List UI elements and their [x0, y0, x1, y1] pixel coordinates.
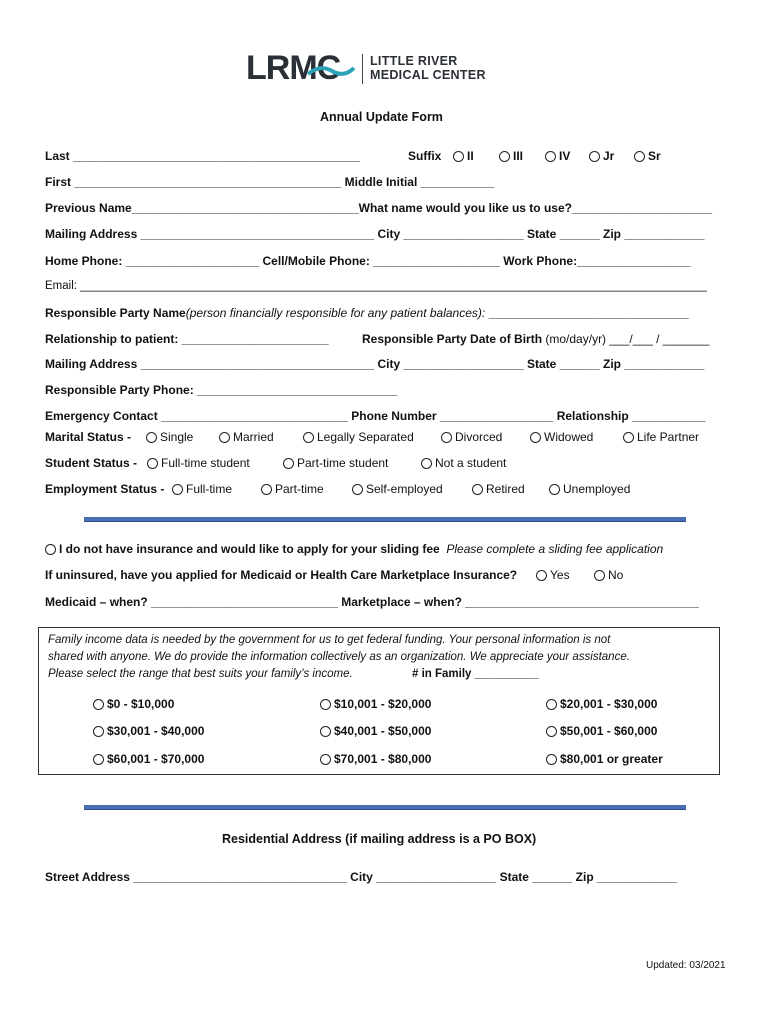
radio-icon	[93, 754, 104, 765]
income-note-line1: Family income data is needed by the government for us to get federal funding. Your personal information is not	[48, 634, 611, 646]
income-note-line2: shared with anyone. We do provide the information collectively as an organization. We appreciate your assistance.	[48, 651, 630, 663]
radio-icon	[146, 432, 157, 443]
income-range-option[interactable]: $30,001 - $40,000	[93, 724, 204, 738]
radio-icon	[549, 484, 560, 495]
uninsured-question: If uninsured, have you applied for Medicaid or Health Care Marketplace Insurance?	[45, 568, 518, 582]
student-part-time[interactable]: Part-time student	[283, 456, 388, 470]
income-range-option[interactable]: $70,001 - $80,000	[320, 752, 431, 766]
uninsured-yes[interactable]: Yes	[536, 568, 570, 582]
mailing-address-2-row[interactable]: Mailing Address ___________________________________ City __________________ State ______ Zip ____________	[45, 357, 705, 371]
income-range-option[interactable]: $0 - $10,000	[93, 697, 174, 711]
suffix-option-ii[interactable]: II	[453, 149, 474, 163]
radio-icon	[283, 458, 294, 469]
radio-icon	[545, 151, 556, 162]
marital-widowed[interactable]: Widowed	[530, 430, 593, 444]
sliding-fee-label: I do not have insurance and would like to apply for your sliding fee	[59, 542, 440, 556]
responsible-dob-field[interactable]	[362, 332, 709, 346]
income-range-option[interactable]: $80,001 or greater	[546, 752, 663, 766]
radio-icon	[589, 151, 600, 162]
radio-icon	[441, 432, 452, 443]
first-name-row[interactable]: First ________________________________________ Middle Initial ___________	[45, 175, 495, 189]
employment-part-time[interactable]: Part-time	[261, 482, 324, 496]
employment-retired[interactable]: Retired	[472, 482, 525, 496]
radio-icon	[303, 432, 314, 443]
employment-unemployed[interactable]: Unemployed	[549, 482, 630, 496]
income-range-option[interactable]: $20,001 - $30,000	[546, 697, 657, 711]
wave-icon	[306, 64, 356, 78]
income-note-line3: Please select the range that best suits your family’s income.	[48, 668, 353, 680]
radio-icon	[546, 754, 557, 765]
logo-name-line2: MEDICAL CENTER	[370, 68, 486, 82]
radio-icon	[623, 432, 634, 443]
employment-full-time[interactable]: Full-time	[172, 482, 232, 496]
radio-icon	[472, 484, 483, 495]
income-range-option[interactable]: $10,001 - $20,000	[320, 697, 431, 711]
radio-icon	[352, 484, 363, 495]
radio-icon	[45, 544, 56, 555]
responsible-party-label: Responsible Party Name	[45, 306, 186, 320]
responsible-party-row[interactable]	[45, 306, 689, 320]
section-divider-2	[84, 805, 686, 810]
medicaid-marketplace-row[interactable]: Medicaid – when? ____________________________ Marketplace – when? ___________________________________	[45, 595, 699, 609]
sliding-fee-note: Please complete a sliding fee application	[446, 542, 664, 556]
marital-legally-separated[interactable]: Legally Separated	[303, 430, 414, 444]
responsible-phone-row[interactable]: Responsible Party Phone: ______________________________	[45, 383, 398, 397]
income-range-option[interactable]: $50,001 - $60,000	[546, 724, 657, 738]
student-not-a-student[interactable]: Not a student	[421, 456, 506, 470]
section-divider-1	[84, 517, 686, 522]
marital-life-partner[interactable]: Life Partner	[623, 430, 699, 444]
radio-icon	[453, 151, 464, 162]
updated-date: Updated: 03/2021	[646, 960, 726, 971]
radio-icon	[93, 726, 104, 737]
income-range-option[interactable]: $40,001 - $50,000	[320, 724, 431, 738]
employment-self-employed[interactable]: Self-employed	[352, 482, 443, 496]
radio-icon	[320, 726, 331, 737]
logo-name	[370, 54, 486, 82]
logo-name-line1: LITTLE RIVER	[370, 54, 458, 68]
form-title: Annual Update Form	[320, 110, 443, 124]
radio-icon	[219, 432, 230, 443]
emergency-contact-row[interactable]: Emergency Contact ____________________________ Phone Number _________________ Relationship ___________	[45, 409, 706, 423]
email-row[interactable]: Email: __________________________________________________________________________________________________	[45, 280, 707, 292]
logo	[246, 50, 506, 86]
radio-icon	[594, 570, 605, 581]
uninsured-no[interactable]: No	[594, 568, 623, 582]
previous-name-row[interactable]: Previous Name__________________________________What name would you like us to use?_____________________	[45, 201, 713, 215]
student-status-label: Student Status -	[45, 456, 137, 470]
student-full-time[interactable]: Full-time student	[147, 456, 250, 470]
last-name-field[interactable]: Last ___________________________________________	[45, 149, 360, 163]
street-address-row[interactable]: Street Address ________________________________ City __________________ State ______ Zip ____________	[45, 870, 678, 884]
radio-icon	[499, 151, 510, 162]
radio-icon	[546, 699, 557, 710]
responsible-party-note: (person financially responsible for any patient balances):	[185, 306, 486, 320]
suffix-option-iv[interactable]: IV	[545, 149, 570, 163]
relationship-field[interactable]: Relationship to patient: ______________________	[45, 332, 329, 346]
suffix-option-iii[interactable]: III	[499, 149, 523, 163]
employment-status-label: Employment Status -	[45, 482, 165, 496]
logo-divider	[362, 54, 363, 84]
radio-icon	[261, 484, 272, 495]
radio-icon	[546, 726, 557, 737]
responsible-party-line: ______________________________	[485, 306, 689, 320]
marital-divorced[interactable]: Divorced	[441, 430, 502, 444]
radio-icon	[634, 151, 645, 162]
suffix-option-sr[interactable]: Sr	[634, 149, 661, 163]
radio-icon	[320, 754, 331, 765]
radio-icon	[530, 432, 541, 443]
responsible-dob-label: Responsible Party Date of Birth	[362, 332, 543, 346]
marital-married[interactable]: Married	[219, 430, 274, 444]
logo-abbr: LRMC	[246, 49, 341, 87]
marital-single[interactable]: Single	[146, 430, 193, 444]
radio-icon	[147, 458, 158, 469]
radio-icon	[536, 570, 547, 581]
radio-icon	[320, 699, 331, 710]
radio-icon	[172, 484, 183, 495]
radio-icon	[421, 458, 432, 469]
income-range-option[interactable]: $60,001 - $70,000	[93, 752, 204, 766]
suffix-label: Suffix	[408, 149, 442, 163]
responsible-dob-rest: (mo/day/yr) ___/___ / _______	[542, 332, 710, 346]
residential-address-title: Residential Address (if mailing address is a PO BOX)	[222, 832, 537, 846]
phones-row[interactable]: Home Phone: ____________________ Cell/Mobile Phone: ___________________ Work Phone:_________________	[45, 254, 691, 268]
radio-icon	[93, 699, 104, 710]
mailing-address-row[interactable]: Mailing Address ___________________________________ City __________________ State ______ Zip ____________	[45, 227, 705, 241]
sliding-fee-option[interactable]	[45, 542, 663, 556]
family-size-field[interactable]: # in Family __________	[412, 668, 539, 680]
marital-status-label: Marital Status -	[45, 430, 132, 444]
suffix-option-jr[interactable]: Jr	[589, 149, 614, 163]
